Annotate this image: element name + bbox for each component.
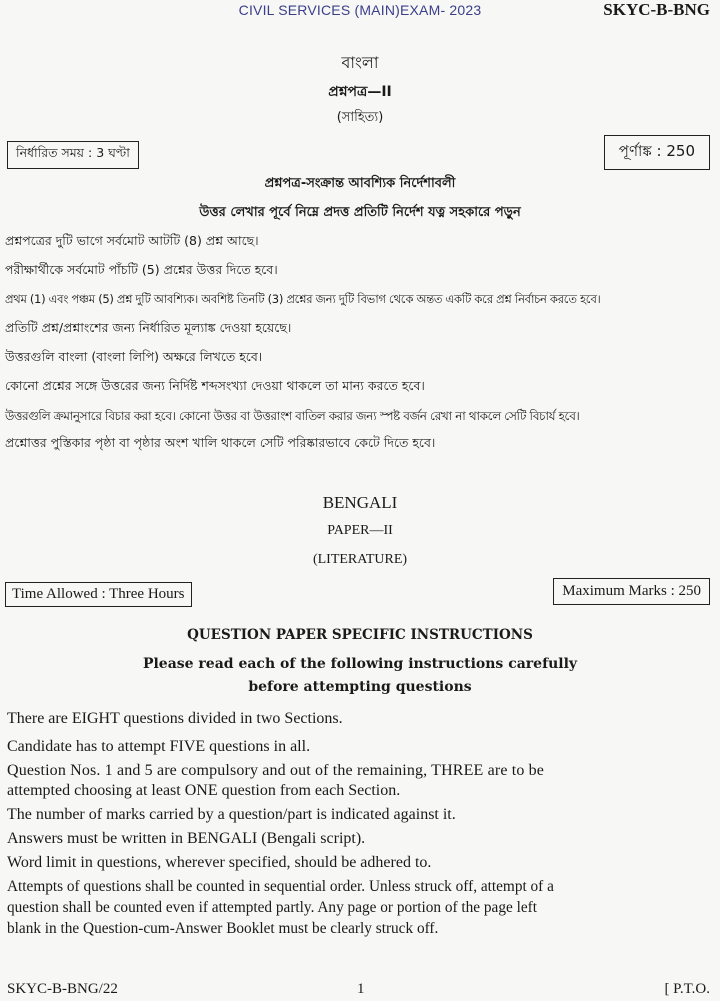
bengali-time-box: নির্ধারিত সময় : 3 ঘণ্টা	[7, 141, 139, 169]
bengali-instructions-subheading: উত্তর লেখার পূর্বে নিম্নে প্রদত্ত প্রতিটি নির্দেশ যত্ন সহকারে পড়ুন	[199, 205, 521, 220]
bengali-instruction-8: প্রশ্নোত্তর পুস্তিকার পৃষ্ঠা বা পৃষ্ঠার অংশ খালি থাকলে সেটি পরিষ্কারভাবে কেটে দিতে হবে।	[5, 435, 436, 450]
bengali-instructions-heading: প্রশ্নপত্র-সংক্রান্ত আবশ্যিক নির্দেশাবলী	[264, 176, 456, 191]
bengali-marks-box: পূর্ণাঙ্ক : 250	[604, 135, 710, 170]
english-instruction-5: Answers must be written in BENGALI (Bengali script).	[7, 830, 366, 847]
english-paper: PAPER—II	[327, 523, 393, 538]
page-number: 1	[357, 981, 365, 997]
bengali-subject: বাংলা	[341, 53, 379, 72]
bengali-instruction-3: প্রথম (1) এবং পঞ্চম (5) প্রশ্ন দুটি আবশ্যিক। অবশিষ্ট তিনটি (3) প্রশ্নের জন্য দুটি বিভাগ থেকে অন্তত একটি করে প্রশ্ন নির্বাচন করতে হবে।	[5, 292, 601, 306]
english-instruction-7: Attempts of questions shall be counted in sequential order. Unless struck off, attempt of a	[7, 878, 554, 895]
english-instruction-3: Question Nos. 1 and 5 are compulsory and out of the remaining, THREE are to be	[7, 762, 545, 779]
bengali-instruction-4: প্রতিটি প্রশ্ন/প্রশ্নাংশের জন্য নির্ধারিত মূল্যাঙ্ক দেওয়া হয়েছে।	[5, 320, 292, 335]
bengali-paper: প্রশ্নপত্র—II	[328, 84, 392, 100]
exam-title: CIVIL SERVICES (MAIN)EXAM- 2023	[238, 2, 482, 18]
bengali-instruction-6: কোনো প্রশ্নের সঙ্গে উত্তরের জন্য নির্দিষ্ট শব্দসংখ্যা দেওয়া থাকলে তা মান্য করতে হবে।	[5, 378, 425, 393]
english-marks-box: Maximum Marks : 250	[553, 578, 710, 605]
english-instruction-2: Candidate has to attempt FIVE questions in all.	[7, 738, 311, 755]
paper-code: SKYC-B-BNG	[603, 0, 710, 19]
english-instructions-subheading-2: before attempting questions	[248, 679, 472, 695]
english-instruction-4: The number of marks carried by a question/part is indicated against it.	[7, 806, 456, 823]
english-subject: BENGALI	[322, 493, 398, 512]
english-instruction-3-cont: attempted choosing at least ONE question from each Section.	[7, 782, 401, 799]
footer-code: SKYC-B-BNG/22	[7, 981, 118, 997]
english-time-box: Time Allowed : Three Hours	[5, 582, 192, 607]
english-instructions-subheading-1: Please read each of the following instructions carefully	[142, 656, 578, 672]
bengali-category: (সাহিত্য)	[336, 110, 384, 125]
bengali-instruction-5: উত্তরগুলি বাংলা (বাংলা লিপি) অক্ষরে লিখতে হবে।	[5, 349, 263, 364]
english-category: (LITERATURE)	[312, 552, 408, 567]
english-instruction-1: There are EIGHT questions divided in two Sections.	[7, 710, 343, 727]
bengali-instruction-7: উত্তরগুলি ক্রমানুসারে বিচার করা হবে। কোনো উত্তর বা উত্তরাংশ বাতিল করার জন্য স্পষ্ট বর্জন রেখা না থাকলে সেটি বিচার্য হবে।	[5, 409, 580, 423]
english-instruction-7-cont-2: blank in the Question-cum-Answer Booklet must be clearly struck off.	[7, 920, 439, 937]
english-instructions-heading: QUESTION PAPER SPECIFIC INSTRUCTIONS	[187, 627, 533, 643]
bengali-instruction-1: প্রশ্নপত্রের দুটি ভাগে সর্বমোট আটটি (8) প্রশ্ন আছে।	[5, 233, 259, 248]
english-instruction-7-cont-1: question shall be counted even if attempted partly. Any page or portion of the page left	[7, 899, 537, 916]
pto-label: [ P.T.O.	[664, 981, 710, 997]
english-instruction-6: Word limit in questions, wherever specified, should be adhered to.	[7, 854, 432, 871]
bengali-instruction-2: পরীক্ষার্থীকে সর্বমোট পাঁচটি (5) প্রশ্নের উত্তর দিতে হবে।	[5, 262, 278, 277]
